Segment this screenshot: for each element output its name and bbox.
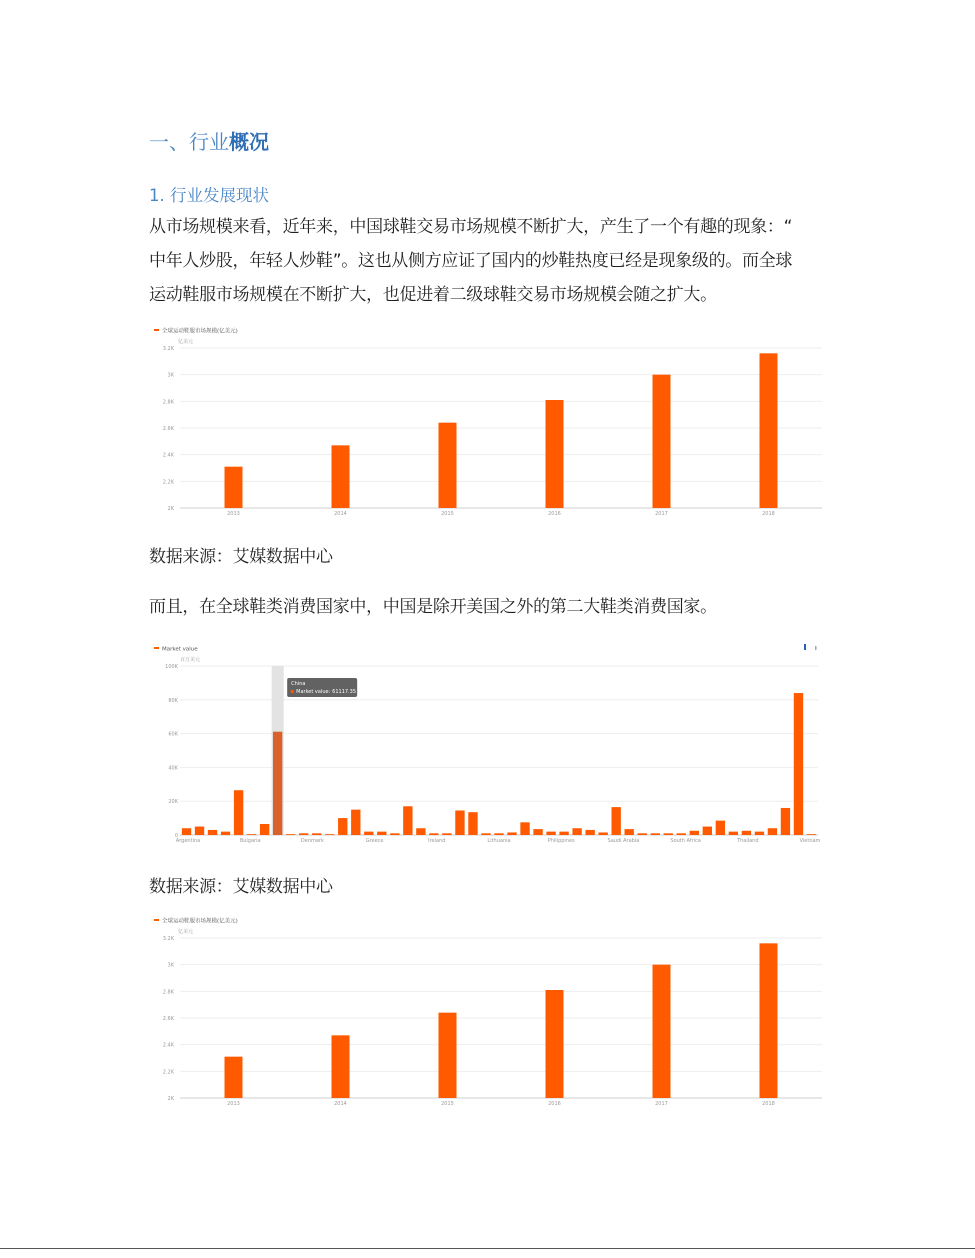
y-axis-unit: 亿美元 (178, 929, 194, 935)
bar-2016 (546, 400, 564, 508)
bar (690, 831, 699, 835)
x-tick-label: Philippines (547, 838, 575, 844)
bar (468, 812, 477, 835)
bar (611, 807, 620, 835)
y-tick-label: 80K (168, 697, 178, 704)
bar (638, 833, 647, 835)
subsection-heading: 1. 行业发展现状 (149, 186, 269, 205)
bar (572, 828, 581, 835)
bar-2016 (546, 990, 564, 1098)
y-tick-label: 2.2K (162, 479, 174, 486)
x-tick-label: Thailand (737, 838, 759, 844)
bar-2018 (760, 943, 778, 1098)
x-tick-label: Denmark (300, 838, 324, 844)
bar (273, 732, 282, 835)
bar (768, 828, 777, 835)
bar-2015 (439, 1013, 457, 1098)
y-tick-label: 2.2K (162, 1069, 174, 1076)
x-tick-label: 2014 (334, 511, 347, 517)
legend-swatch (154, 647, 159, 649)
x-tick-label: 2017 (655, 1101, 668, 1107)
y-tick-label: 2.8K (162, 989, 174, 996)
legend-swatch (154, 329, 159, 331)
x-tick-label: Saudi Arabia (607, 838, 640, 844)
bar (442, 833, 451, 835)
y-tick-label: 2.8K (162, 399, 174, 406)
bar (416, 828, 425, 835)
x-tick-label: 2016 (548, 1101, 561, 1107)
tooltip-value: 61117.35 (332, 689, 357, 695)
bar (559, 832, 568, 835)
bar (781, 808, 790, 835)
paragraph-line: 中年人炒股，年轻人炒鞋”。这也从侧方应证了国内的炒鞋热度已经是现象级的。而全球 (149, 251, 793, 271)
bar (351, 810, 360, 835)
bar (260, 824, 269, 835)
bar (481, 833, 490, 835)
bar (247, 834, 256, 835)
bar (182, 828, 191, 835)
bar (455, 810, 464, 835)
x-tick-label: Argentina (175, 838, 201, 844)
bar (729, 832, 738, 835)
country-market-value-chart (150, 640, 828, 850)
bar (390, 833, 399, 835)
x-tick-label: 2014 (334, 1101, 347, 1107)
x-tick-label: Greece (365, 838, 384, 844)
section-heading: 一、行业概况 (149, 130, 269, 154)
tooltip-country: China (291, 681, 306, 687)
bar (533, 829, 542, 835)
x-tick-label: 2016 (548, 511, 561, 517)
bar (286, 834, 295, 835)
bar-2015 (439, 423, 457, 508)
bar (403, 806, 412, 835)
x-tick-label: 2015 (441, 511, 454, 517)
bar-2014 (332, 1035, 350, 1098)
x-tick-label: Lithuania (487, 838, 511, 844)
bar-2014 (332, 445, 350, 508)
x-tick-label: 2018 (762, 511, 775, 517)
bar (208, 830, 217, 835)
bar-2013 (225, 467, 243, 508)
bar (703, 827, 712, 835)
x-tick-label: 2013 (227, 1101, 240, 1107)
bar (338, 818, 347, 835)
y-tick-label: 2K (167, 506, 174, 512)
market-size-chart-2 (150, 912, 828, 1112)
y-tick-label: 2.4K (162, 1042, 174, 1049)
bar-2017 (653, 375, 671, 508)
y-axis-unit: 百万美元 (180, 657, 201, 663)
bar (742, 831, 751, 835)
bar (299, 833, 308, 835)
paragraph-2: 而且，在全球鞋类消费国家中，中国是除开美国之外的第二大鞋类消费国家。 (149, 597, 717, 617)
x-tick-label: 2017 (655, 511, 668, 517)
y-tick-label: 20K (168, 799, 178, 806)
bar (716, 821, 725, 835)
x-tick-label: 2018 (762, 1101, 775, 1107)
bar (325, 834, 334, 835)
bar (794, 693, 803, 835)
bar-2018 (760, 353, 778, 508)
legend-label: 全球运动鞋服市场规模(亿美元) (162, 328, 238, 335)
y-tick-label: 2K (167, 1096, 174, 1102)
bar (377, 832, 386, 835)
bar (520, 822, 529, 835)
bar (312, 833, 321, 835)
bar (677, 833, 686, 835)
y-tick-label: 100K (165, 664, 178, 670)
tooltip-label: Market value: (296, 689, 331, 695)
x-tick-label: Ireland (428, 838, 446, 844)
paragraph-line: 运动鞋服市场规模在不断扩大，也促进着二级球鞋交易市场规模会随之扩大。 (149, 285, 717, 305)
data-source-2: 数据来源：艾媒数据中心 (149, 877, 333, 897)
y-tick-label: 2.6K (162, 426, 174, 432)
market-size-chart-1 (150, 322, 828, 522)
y-tick-label: 3.2K (162, 346, 174, 352)
x-tick-label: South Africa (670, 838, 701, 844)
y-tick-label: 3.2K (162, 936, 174, 942)
bar (585, 830, 594, 835)
y-axis-unit: 亿美元 (178, 339, 194, 345)
y-tick-label: 2.4K (162, 452, 174, 459)
bar (625, 829, 634, 835)
y-tick-label: 3K (167, 962, 174, 969)
x-tick-label: Vietnam (799, 838, 821, 844)
bar-2017 (653, 965, 671, 1098)
legend-label: 全球运动鞋服市场规模(亿美元) (162, 918, 238, 925)
data-source-1: 数据来源：艾媒数据中心 (149, 547, 333, 567)
bar (494, 833, 503, 835)
bar (546, 832, 555, 835)
bar (364, 832, 373, 835)
bar (429, 833, 438, 835)
paragraph-line: 从市场规模来看，近年来，中国球鞋交易市场规模不断扩大，产生了一个有趣的现象：“ (149, 217, 793, 237)
x-tick-label: 2013 (227, 511, 240, 517)
bar (221, 832, 230, 835)
footer-rule (0, 1248, 975, 1249)
legend-swatch (154, 919, 159, 921)
legend-label: Market value (162, 646, 198, 653)
bar (598, 832, 607, 835)
bar (195, 827, 204, 835)
bar (664, 833, 673, 835)
line-chart-toggle-icon (815, 646, 817, 650)
bar (507, 832, 516, 835)
bar (651, 833, 660, 835)
bar (234, 790, 243, 835)
bar-2013 (225, 1057, 243, 1098)
x-tick-label: 2015 (441, 1101, 454, 1107)
y-tick-label: 0 (174, 833, 178, 839)
bar (807, 834, 816, 835)
x-tick-label: Bulgaria (239, 838, 261, 844)
y-tick-label: 60K (168, 731, 178, 738)
y-tick-label: 3K (167, 372, 174, 379)
bar-chart-toggle-icon (804, 644, 806, 650)
tooltip-dot (291, 690, 294, 693)
bar (755, 832, 764, 835)
y-tick-label: 2.6K (162, 1016, 174, 1022)
y-tick-label: 40K (168, 765, 178, 772)
